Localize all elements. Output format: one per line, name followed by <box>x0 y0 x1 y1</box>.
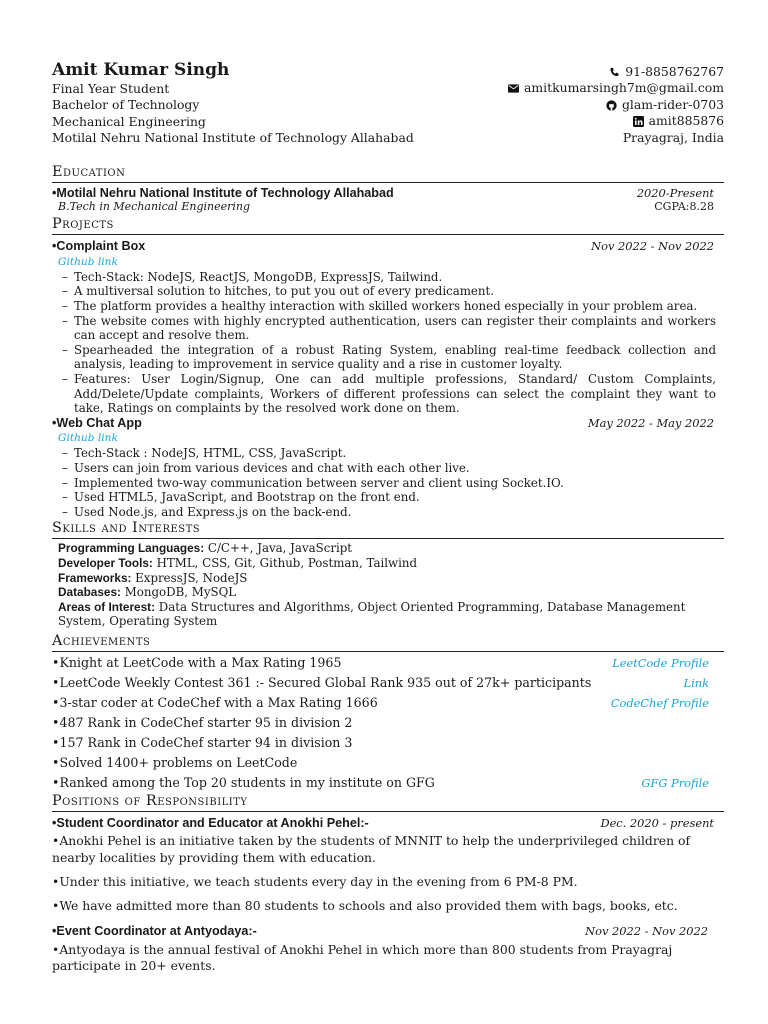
phone-icon <box>609 67 620 78</box>
project-title: •Complaint Box <box>52 239 146 254</box>
achievement-text: Solved 1400+ problems on LeetCode <box>59 754 298 770</box>
skills-heading: Skills and Interests <box>52 520 724 539</box>
project-title-text: Complaint Box <box>56 239 146 254</box>
position-text: Under this initiative, we teach students every day in the evening from 6 PM-8 PM. <box>59 873 578 889</box>
phone-row[interactable] <box>508 64 724 80</box>
list-item: •157 Rank in CodeChef starter 94 in division 3 <box>52 734 353 750</box>
project-title-text: Web Chat App <box>56 415 142 430</box>
position-text: Anokhi Pehel is an initiative taken by the students of MNNIT to help the underprivileged children of nearby localities by providing them with education. <box>52 833 691 865</box>
list-item: •Ranked among the Top 20 students in my institute on GFG GFG Profile <box>52 773 724 793</box>
skill-row <box>58 541 724 556</box>
institute-name: Motilal Nehru National Institute of Technology Allahabad <box>56 185 394 200</box>
position-title: •Student Coordinator and Educator at Anokhi Pehel:- <box>52 815 369 830</box>
skill-value: HTML, CSS, Git, Github, Postman, Tailwind <box>152 555 418 570</box>
position-date: Nov 2022 - Nov 2022 <box>585 924 708 939</box>
header-line: Mechanical Engineering <box>52 113 206 129</box>
list-item: – Users can join from various devices and chat with each other live. <box>62 461 716 476</box>
project-web-chat-app <box>52 416 724 520</box>
resume-page <box>52 60 724 974</box>
skill-value: MongoDB, MySQL <box>120 585 237 600</box>
skill-label: Databases: <box>58 585 121 600</box>
list-item: – Used Node.js, and Express.js on the back-end. <box>62 505 716 520</box>
positions-heading: Positions of Responsibility <box>52 793 724 812</box>
position-antyodaya <box>52 924 724 974</box>
phone-number: 91-8858762767 <box>625 64 724 79</box>
project-bullets <box>52 270 724 416</box>
skill-row <box>58 600 724 629</box>
header-contact <box>508 60 724 147</box>
skill-value: Data Structures and Algorithms, Object Oriented Programming, Database Management System, Operating System <box>58 599 686 629</box>
position-title-text: Event Coordinator at Antyodaya:- <box>56 924 257 939</box>
position-text: Antyodaya is the annual festival of Anokhi Pehel in which more than 800 students from Prayagraj participate in 20+ events. <box>52 941 673 974</box>
skill-label: Areas of Interest: <box>58 599 156 614</box>
location-row <box>508 130 724 146</box>
education-entry <box>52 186 724 214</box>
projects-heading: Projects <box>52 216 724 235</box>
achievement-text: Ranked among the Top 20 students in my institute on GFG <box>59 774 435 790</box>
resume-header <box>52 60 724 147</box>
skill-value: ExpressJS, NodeJS <box>131 570 248 585</box>
education-date: 2020-Present <box>636 185 714 200</box>
project-date: Nov 2022 - Nov 2022 <box>591 239 714 254</box>
achievement-text: Knight at LeetCode with a Max Rating 1965 <box>59 654 342 670</box>
linkedin-handle: amit885876 <box>648 113 724 129</box>
project-complaint-box <box>52 239 724 416</box>
education-heading: Education <box>52 164 724 183</box>
skill-label: Developer Tools: <box>58 555 153 570</box>
list-item: •Anokhi Pehel is an initiative taken by the students of MNNIT to help the underprivileged children of nearby localities by providing them with education. <box>52 833 691 865</box>
list-item: – Spearheaded the integration of a robust Rating System, enabling real-time feedback collection and analysis, leading to improvement in service quality and a rise in customer loyalty. <box>62 343 716 372</box>
contest-link[interactable]: Link <box>683 675 709 690</box>
education-cgpa: CGPA:8.28 <box>654 200 714 214</box>
list-item: – Used HTML5, JavaScript, and Bootstrap on the front end. <box>62 490 716 505</box>
email-address: amitkumarsingh7m@gmail.com <box>524 80 724 96</box>
codechef-profile-link[interactable]: CodeChef Profile <box>610 695 709 710</box>
position-head <box>52 924 724 939</box>
list-item: – Tech-Stack : NodeJS, HTML, CSS, JavaScript. <box>62 446 716 461</box>
position-title-text: Student Coordinator and Educator at Anokhi Pehel:- <box>56 815 369 830</box>
position-anokhi-pehel <box>52 816 724 914</box>
skill-label: Programming Languages: <box>58 541 205 556</box>
list-item: •Knight at LeetCode with a Max Rating 1965 LeetCode Profile <box>52 653 724 673</box>
header-left <box>52 60 414 147</box>
gfg-profile-link[interactable]: GFG Profile <box>641 775 709 790</box>
project-title: •Web Chat App <box>52 415 142 430</box>
location-text: Prayagraj, India <box>622 129 724 145</box>
skill-value: C/C++, Java, JavaScript <box>204 541 353 556</box>
project-head <box>52 239 724 254</box>
github-icon <box>606 100 617 111</box>
github-username: glam-rider-0703 <box>621 96 724 112</box>
position-head <box>52 816 724 831</box>
skill-label: Frameworks: <box>58 570 132 585</box>
skill-row <box>58 571 724 586</box>
project-bullets <box>52 446 724 519</box>
education-sub <box>52 200 724 213</box>
position-title: •Event Coordinator at Antyodaya:- <box>52 924 257 939</box>
list-item: •487 Rank in CodeChef starter 95 in division 2 <box>52 714 353 730</box>
skills-list <box>52 539 724 629</box>
project-github-link[interactable]: Github link <box>58 255 118 268</box>
education-institute: •Motilal Nehru National Institute of Technology Allahabad <box>52 185 394 200</box>
header-line: Final Year Student <box>52 81 170 96</box>
skill-row <box>58 585 724 600</box>
education-head <box>52 186 724 201</box>
skill-row <box>58 556 724 571</box>
list-item: •LeetCode Weekly Contest 361 :- Secured Global Rank 935 out of 27k+ participants Link <box>52 673 724 693</box>
achievements-list <box>52 653 724 793</box>
project-date: May 2022 - May 2022 <box>587 415 714 430</box>
list-item: – Features: User Login/Signup, One can add multiple professions, Standard/ Custom Complaints, Add/Delete/Update complaints, Workers of different professions can select the complaint they want to take, Ratings on complaints by the resolved work done on them. <box>62 372 716 416</box>
list-item: •3-star coder at CodeChef with a Max Rating 1666 CodeChef Profile <box>52 693 724 713</box>
position-date: Dec. 2020 - present <box>600 815 714 830</box>
linkedin-icon <box>633 116 644 127</box>
achievement-text: LeetCode Weekly Contest 361 :- Secured Global Rank 935 out of 27k+ participants <box>59 674 592 690</box>
candidate-name: Amit Kumar Singh <box>52 60 230 80</box>
email-row[interactable] <box>508 80 724 96</box>
list-item: •Under this initiative, we teach students every day in the evening from 6 PM-8 PM. <box>52 873 578 889</box>
list-item: – The platform provides a healthy interaction with skilled workers honed especially in your problem area. <box>62 299 716 314</box>
list-item: – A multiversal solution to hitches, to put you out of every predicament. <box>62 284 716 299</box>
list-item: •Antyodaya is the annual festival of Anokhi Pehel in which more than 800 students from Prayagraj participate in 20+ events. <box>52 941 673 974</box>
achievements-heading: Achievements <box>52 633 724 652</box>
project-head <box>52 416 724 431</box>
leetcode-profile-link[interactable]: LeetCode Profile <box>612 655 709 670</box>
position-text: We have admitted more than 80 students to schools and also provided them with bags, books, etc. <box>59 898 678 914</box>
list-item: – The website comes with highly encrypted authentication, users can register their complaints and workers can accept and resolve them. <box>62 314 716 343</box>
github-row[interactable] <box>508 97 724 113</box>
email-icon <box>508 83 519 94</box>
education-degree: B.Tech in Mechanical Engineering <box>58 200 251 214</box>
project-github-link[interactable]: Github link <box>58 432 118 445</box>
achievement-text: 3-star coder at CodeChef with a Max Rating 1666 <box>59 694 378 710</box>
linkedin-row[interactable] <box>508 113 724 129</box>
list-item: – Implemented two-way communication between server and client using Socket.IO. <box>62 476 716 491</box>
achievement-text: 487 Rank in CodeChef starter 95 in division 2 <box>59 714 353 730</box>
header-line: Bachelor of Technology <box>52 97 200 113</box>
list-item: •Solved 1400+ problems on LeetCode <box>52 754 298 770</box>
achievement-text: 157 Rank in CodeChef starter 94 in division 3 <box>59 734 353 750</box>
header-line: Motilal Nehru National Institute of Technology Allahabad <box>52 130 414 146</box>
list-item: – Tech-Stack: NodeJS, ReactJS, MongoDB, ExpressJS, Tailwind. <box>62 270 716 285</box>
list-item: •We have admitted more than 80 students to schools and also provided them with bags, books, etc. <box>52 898 678 914</box>
